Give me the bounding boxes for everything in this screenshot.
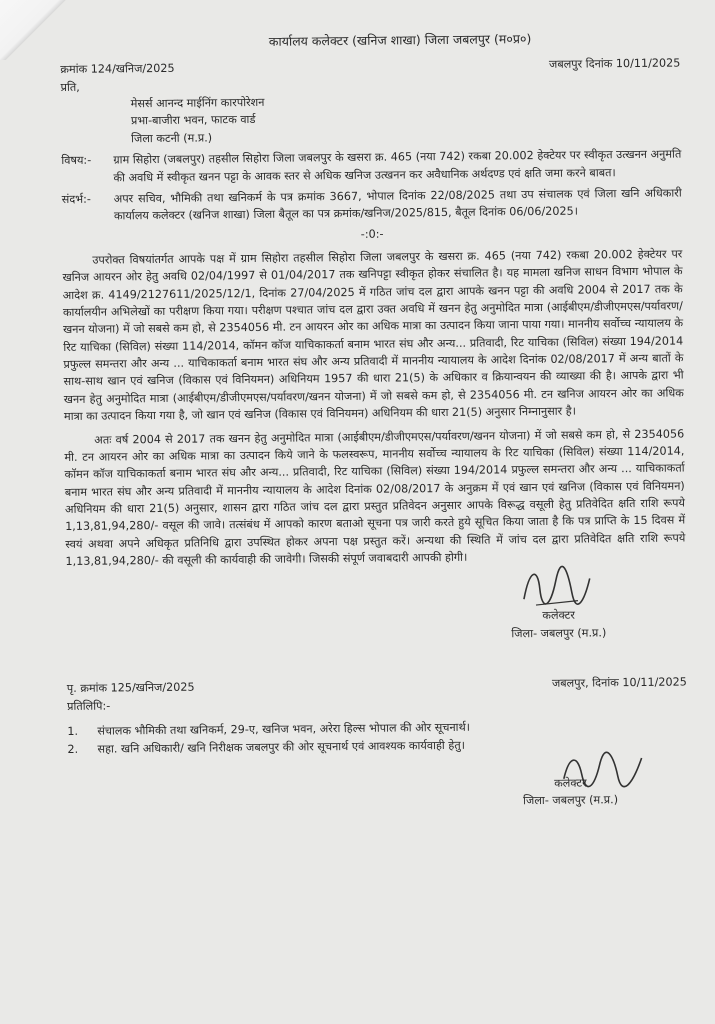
addressee-line: जिला कटनी (म.प्र.) <box>131 131 213 146</box>
copy-item-text: सहा. खनि अधिकारी/ खनि निरीक्षक जबलपुर की ओर सूचनार्थ एवं आवश्यक कार्यवाही हेतु। <box>97 738 465 756</box>
copy-item-number: 2. <box>67 742 79 756</box>
signatory-district: जिला- जबलपुर (म.प्र.) <box>511 626 607 641</box>
signature-designation <box>511 607 606 643</box>
addressee-line: प्रभा-बाजीरा भवन, फाटक वार्ड <box>130 113 256 128</box>
reference-block <box>62 184 682 225</box>
subject-label: विषय:- <box>61 153 92 168</box>
reference-text: अपर सचिव, भौमिकी तथा खनिकर्म के पत्र क्रमांक 3667, भोपाल दिनांक 22/08/2025 तथा उप संचालक एवं जिला खनि अधिकारी कार्यालय कलेक्टर (खनिज शाखा) जिला बैतूल का पत्र क्रमांक/खनिज/2025/815, बैतूल दिनांक 06/06/2025। <box>113 186 682 223</box>
letter-date: जबलपुर दिनांक 10/11/2025 <box>548 56 681 72</box>
copy-letter-number: पृ. क्रमांक 125/खनिज/2025 <box>66 681 195 696</box>
subject-block <box>61 146 681 187</box>
signatory-title: कलेक्टर <box>554 776 587 790</box>
signature-block <box>66 588 687 664</box>
prati-label: प्रति, <box>60 80 80 94</box>
copy-label: प्रतिलिपि:- <box>66 699 111 713</box>
letter-body <box>60 28 688 824</box>
subject-text: ग्राम सिहोरा (जबलपुर) तहसील सिहोरा जिला जबलपुर के खसरा क्र. 465 (नया 742) रकबा 20.002 हेक्टेयर पर स्वीकृत उत्खनन अनुमति की अवधि में स्वीकृत खनन पट्टा के आवक स्तर से अधिक खनिज उत्खनन कर अवैधानिक अर्थदण्ड एवं क्षति जमा करने बाबत। <box>113 147 682 184</box>
second-signature-block <box>68 757 689 823</box>
signatory-district: जिला- जबलपुर (म.प्र.) <box>523 793 619 808</box>
main-paragraph: उपरोक्त विषयांतर्गत आपके पक्ष में ग्राम सिहोरा तहसील सिहोरा जिला जबलपुर के खसरा क्र. 465 (नया 742) रकबा 20.002 हेक्टेयर पर खनिज आयरन ओर हेतु अवधि 02/04/1997 से 01/04/2017 तक खनिपट्टा स्वीकृत होकर संचालित है। यह मामला खनिज साधन विभाग भोपाल के आदेश क्र. 4149/2127611/2025/12/1, दिनांक 27/04/2025 में गठित जांच दल द्वारा आपके खनन पट्टा की अवधि 2004 से 2017 तक के कार्यालयीन अभिलेखों का परीक्षण किया गया। परीक्षण पश्चात जांच दल द्वारा उक्त अवधि में खनन हेतु अनुमोदित मात्रा (आईबीएम/डीजीएमएस/पर्यावरण/खनन योजना) में जो सबसे कम हो, से 2354056 मी. टन आयरन ओर का अधिक मात्रा का उत्पादन किया जाना पाया गया। माननीय सर्वोच्च न्यायालय के रिट याचिका (सिविल) संख्या 114/2014, कॉमन कॉज याचिकाकर्ता बनाम भारत संघ और अन्य... प्रतिवादी, रिट याचिका (सिविल) संख्या 194/2014 प्रफुल्ल समन्तरा और अन्य ... याचिकाकर्ता बनाम भारत संघ और अन्य प्रतिवादी में माननीय न्यायालय के आदेश दिनांक 02/08/2017 में अन्य बातों के साथ-साथ खान एवं खनिज (विकास एवं विनियमन) अधिनियम 1957 की धारा 21(5) के अधिकार व क्रियान्वयन की व्याख्या की है। आपके द्वारा भी खनन हेतु अनुमोदित मात्रा (आईबीएम/डीजीएमएस/पर्यावरण/खनन योजना) में जो सबसे कम हो, से 2354056 मी. टन खनिज आयरन ओर का अधिक मात्रा का उत्पादन किया गया है, जो खान एवं खनिज (विकास एवं विनियमन) अधिनियम की धारा 21(5) अनुसार निम्नानुसार है। <box>62 247 684 424</box>
copy-item-number: 1. <box>67 725 79 739</box>
order-paragraph: अतः वर्ष 2004 से 2017 तक खनन हेतु अनुमोदित मात्रा (आईबीएम/डीजीएमएस/पर्यावरण/खनन योजना) में जो सबसे कम हो, से 2354056 मी. टन आयरन ओर का अधिक मात्रा का उत्पादन किये जाने के फलस्वरूप, माननीय सर्वोच्च न्यायालय के रिट याचिका (सिविल) संख्या 114/2014, कॉमन कॉज याचिकाकर्ता बनाम भारत संघ और अन्य... प्रतिवादी, रिट याचिका (सिविल) संख्या 194/2014 प्रफुल्ल समन्तरा और अन्य ... याचिकाकर्ता बनाम भारत संघ और अन्य प्रतिवादी में माननीय न्यायालय के आदेश दिनांक 02/08/2017 के अनुक्रम में एवं खान एवं खनिज (विकास एवं विनियमन) अधिनियम की धारा 21(5) अनुसार, शासन द्वारा गठित जांच दल द्वारा प्रस्तुत प्रतिवेदन अनुसार आपके विरूद्ध वसूली हेतु प्रतिवेदित क्षति राशि रूपये 1,13,81,94,280/- वसूल की जावे। तत्संबंध में आपको कारण बताओ सूचना पत्र जारी करते हुये सूचित किया जाता है कि पत्र प्राप्ति के 15 दिवस में स्वयं अथवा अपने अधिकृत प्रतिनिधि द्वारा उपस्थित होकर अपना पक्ष प्रस्तुत करें। अन्यथा की स्थिति में जांच दल द्वारा प्रतिवेदित क्षति राशि रूपये 1,13,81,94,280/- की वसूली की कार्यवाही की जावेगी। जिसकी संपूर्ण जवाबदारी आपकी होगी। <box>64 427 686 569</box>
addressee-line: मेसर्स आनन्द माईनिंग कारपोरेशन <box>130 95 265 111</box>
second-signature-designation <box>523 774 618 810</box>
reference-label: संदर्भ:- <box>61 192 91 206</box>
signatory-title: कलेक्टर <box>542 609 575 623</box>
addressee-block <box>131 90 682 148</box>
copy-letter-date: जबलपुर, दिनांक 10/11/2025 <box>551 675 687 691</box>
office-header: कार्यालय कलेक्टर (खनिज शाखा) जिला जबलपुर (म०प्र०) <box>268 31 532 49</box>
separator: -:0:- <box>360 227 384 241</box>
copy-item-text: संचालक भौमिकी तथा खनिकर्म, 29-ए, खनिज भवन, अरेरा हिल्स भोपाल की ओर सूचनार्थ। <box>97 720 471 738</box>
letter-number: क्रमांक 124/खनिज/2025 <box>60 62 175 77</box>
